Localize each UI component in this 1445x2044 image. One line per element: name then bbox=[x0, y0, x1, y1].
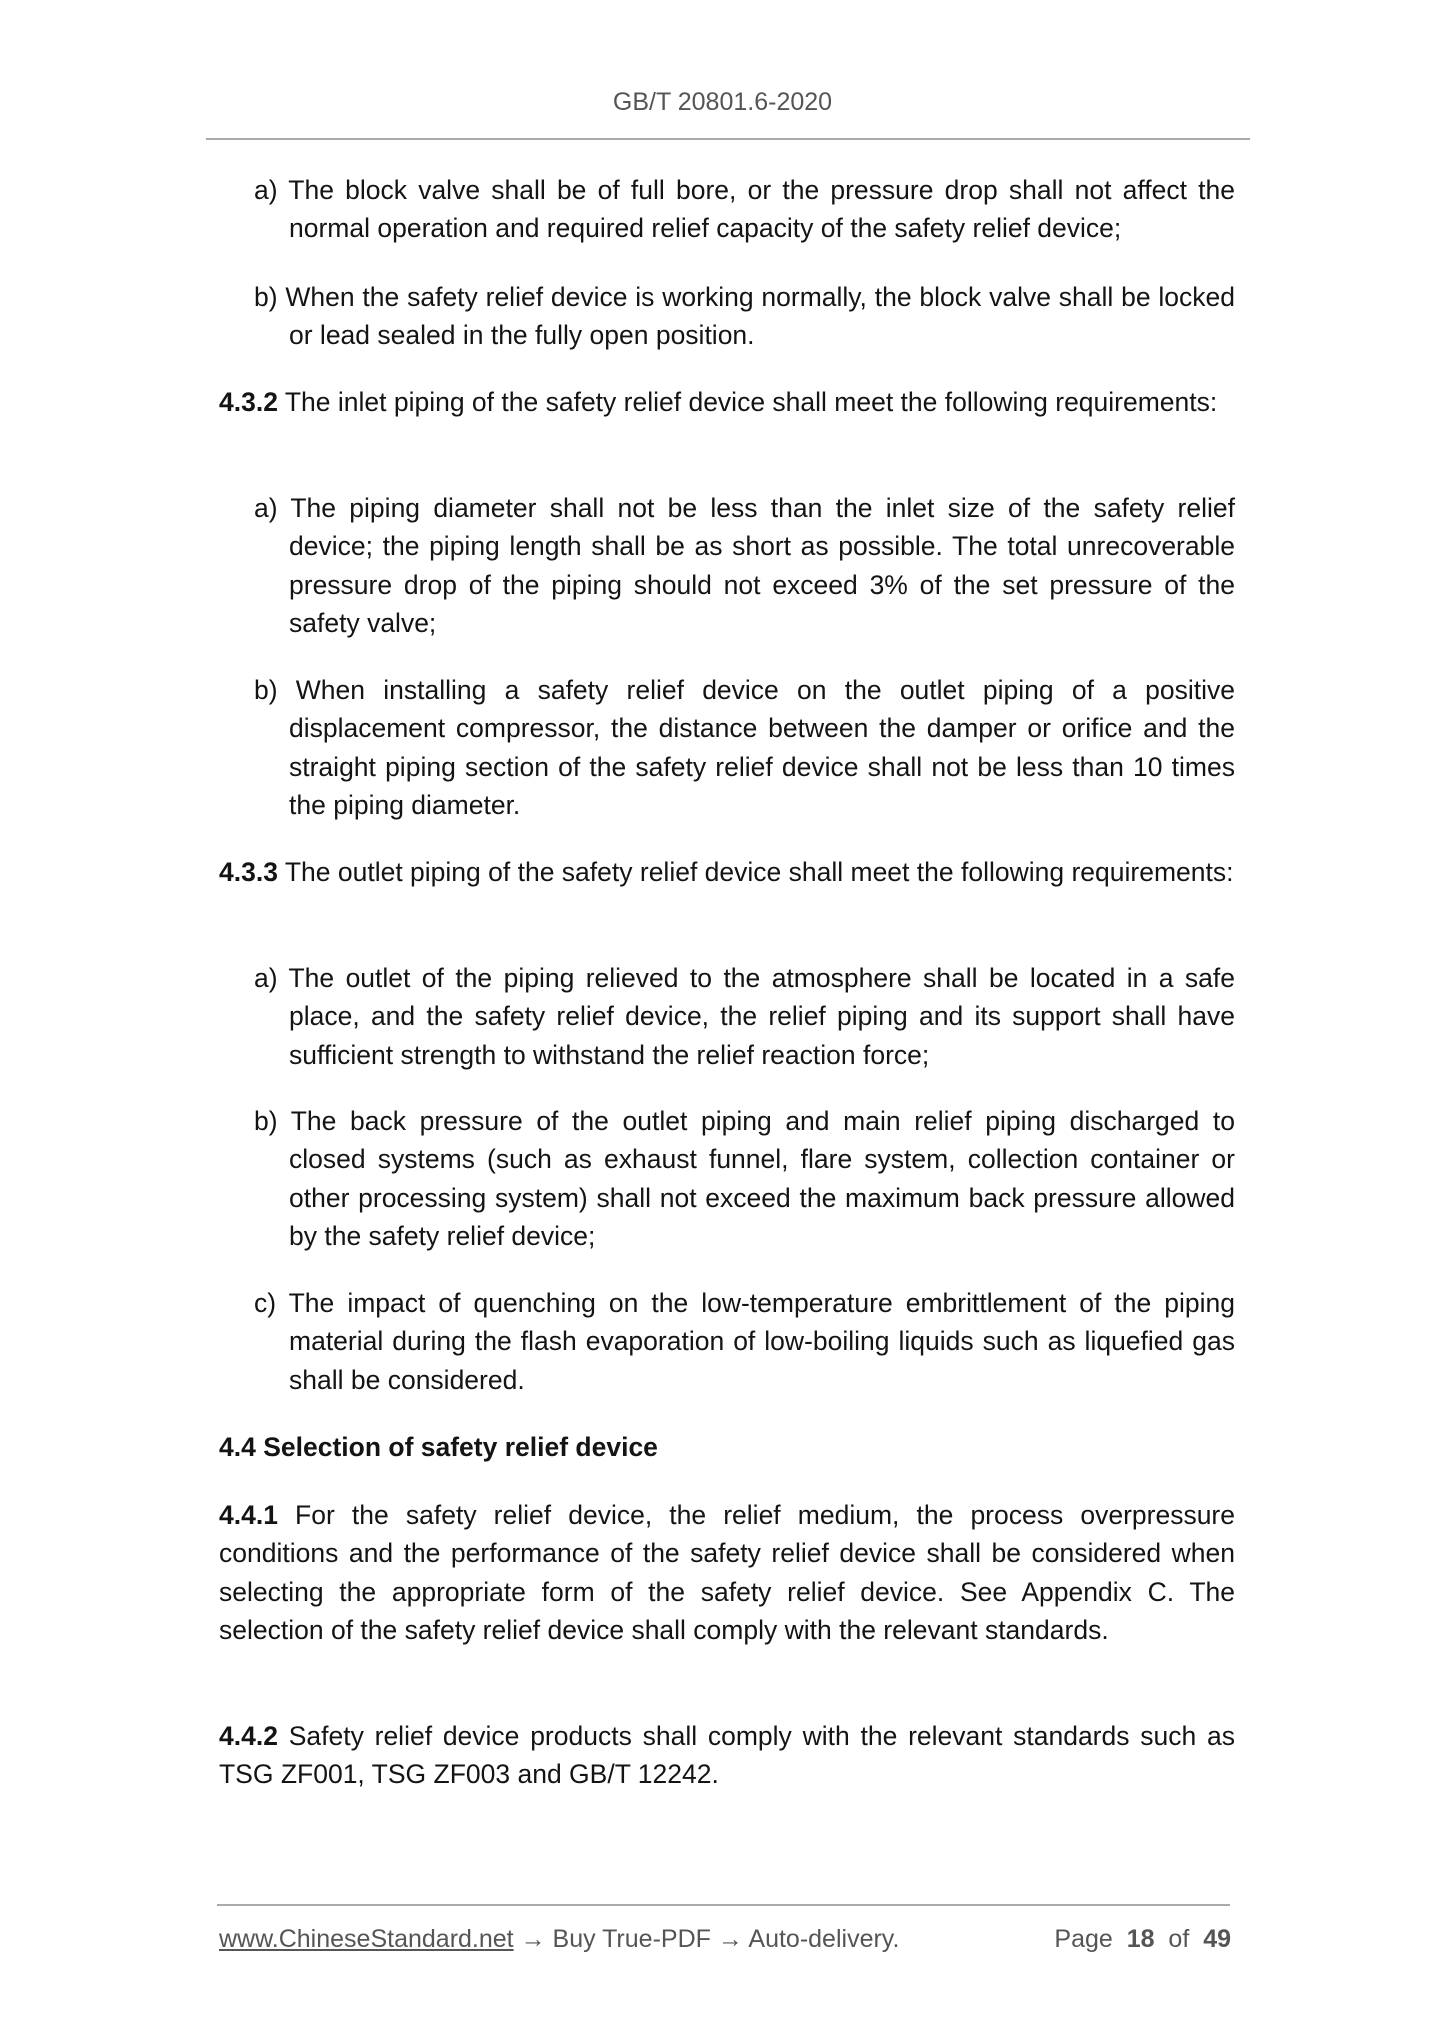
clause-number: 4.4.1 bbox=[219, 1500, 278, 1530]
clause-text: Safety relief device products shall comply with the relevant standards such as TSG ZF001, TSG ZF003 and GB/T 12242. bbox=[219, 1721, 1235, 1790]
clause-4-3-3 bbox=[219, 853, 1235, 891]
clause-number: 4.4.2 bbox=[219, 1721, 278, 1751]
header-doc-id: GB/T 20801.6-2020 bbox=[612, 88, 833, 116]
list-item: a) The block valve shall be of full bore, or the pressure drop shall not affect the normal operation and required relief capacity of the safety relief device; bbox=[254, 175, 1235, 244]
page-number: 18 bbox=[1126, 1925, 1155, 1953]
list-item: b) The back pressure of the outlet piping and main relief piping discharged to closed systems (such as exhaust funnel, flare system, collection container or other processing system) shall not exceed the maximum back pressure allowed by the safety relief device; bbox=[254, 1106, 1235, 1251]
footer bbox=[219, 1925, 1231, 1954]
footer-promo bbox=[219, 1925, 899, 1954]
clause-number: 4.3.2 bbox=[219, 387, 278, 417]
list-item: a) The piping diameter shall not be less than the inlet size of the safety relief device; the piping length shall be as short as possible. The total unrecoverable pressure drop of the piping should not exceed 3% of the set pressure of the safety valve; bbox=[254, 493, 1235, 638]
footer-tagline: → Buy True-PDF → Auto-delivery. bbox=[513, 1925, 900, 1953]
clause-4-4-2 bbox=[219, 1717, 1235, 1794]
header-rule bbox=[206, 138, 1250, 140]
list-item: b) When the safety relief device is working normally, the block valve shall be locked or lead sealed in the fully open position. bbox=[254, 282, 1235, 351]
clause-text: The inlet piping of the safety relief device shall meet the following requirements: bbox=[277, 387, 1218, 417]
page-indicator bbox=[1054, 1925, 1231, 1954]
clause-4-3-2 bbox=[219, 383, 1235, 421]
clause-text: The outlet piping of the safety relief device shall meet the following requirements: bbox=[277, 857, 1234, 887]
page-label: Page bbox=[1054, 1925, 1113, 1953]
section-heading: 4.4 Selection of safety relief device bbox=[219, 1432, 658, 1462]
list-item: c) The impact of quenching on the low-temperature embrittlement of the piping material during the flash evaporation of low-boiling liquids such as liquefied gas shall be considered. bbox=[254, 1288, 1235, 1395]
footer-rule bbox=[217, 1904, 1230, 1906]
list-item: b) When installing a safety relief device on the outlet piping of a positive displacement compressor, the distance between the damper or orifice and the straight piping section of the safety relief device shall not be less than 10 times the piping diameter. bbox=[254, 675, 1235, 820]
of-label: of bbox=[1168, 1925, 1190, 1953]
clause-text: For the safety relief device, the relief medium, the process overpressure conditions and the performance of the safety relief device shall be considered when selecting the appropriate form of the safety relief device. See Appendix C. The selection of the safety relief device shall comply with the relevant standards. bbox=[219, 1500, 1235, 1645]
list-item: a) The outlet of the piping relieved to the atmosphere shall be located in a safe place, and the safety relief device, the relief piping and its support shall have sufficient strength to withstand the relief reaction force; bbox=[254, 963, 1235, 1070]
page-total: 49 bbox=[1203, 1925, 1231, 1953]
website-link[interactable]: www.ChineseStandard.net bbox=[219, 1925, 514, 1953]
clause-number: 4.3.3 bbox=[219, 857, 278, 887]
clause-4-4-1 bbox=[219, 1496, 1235, 1649]
